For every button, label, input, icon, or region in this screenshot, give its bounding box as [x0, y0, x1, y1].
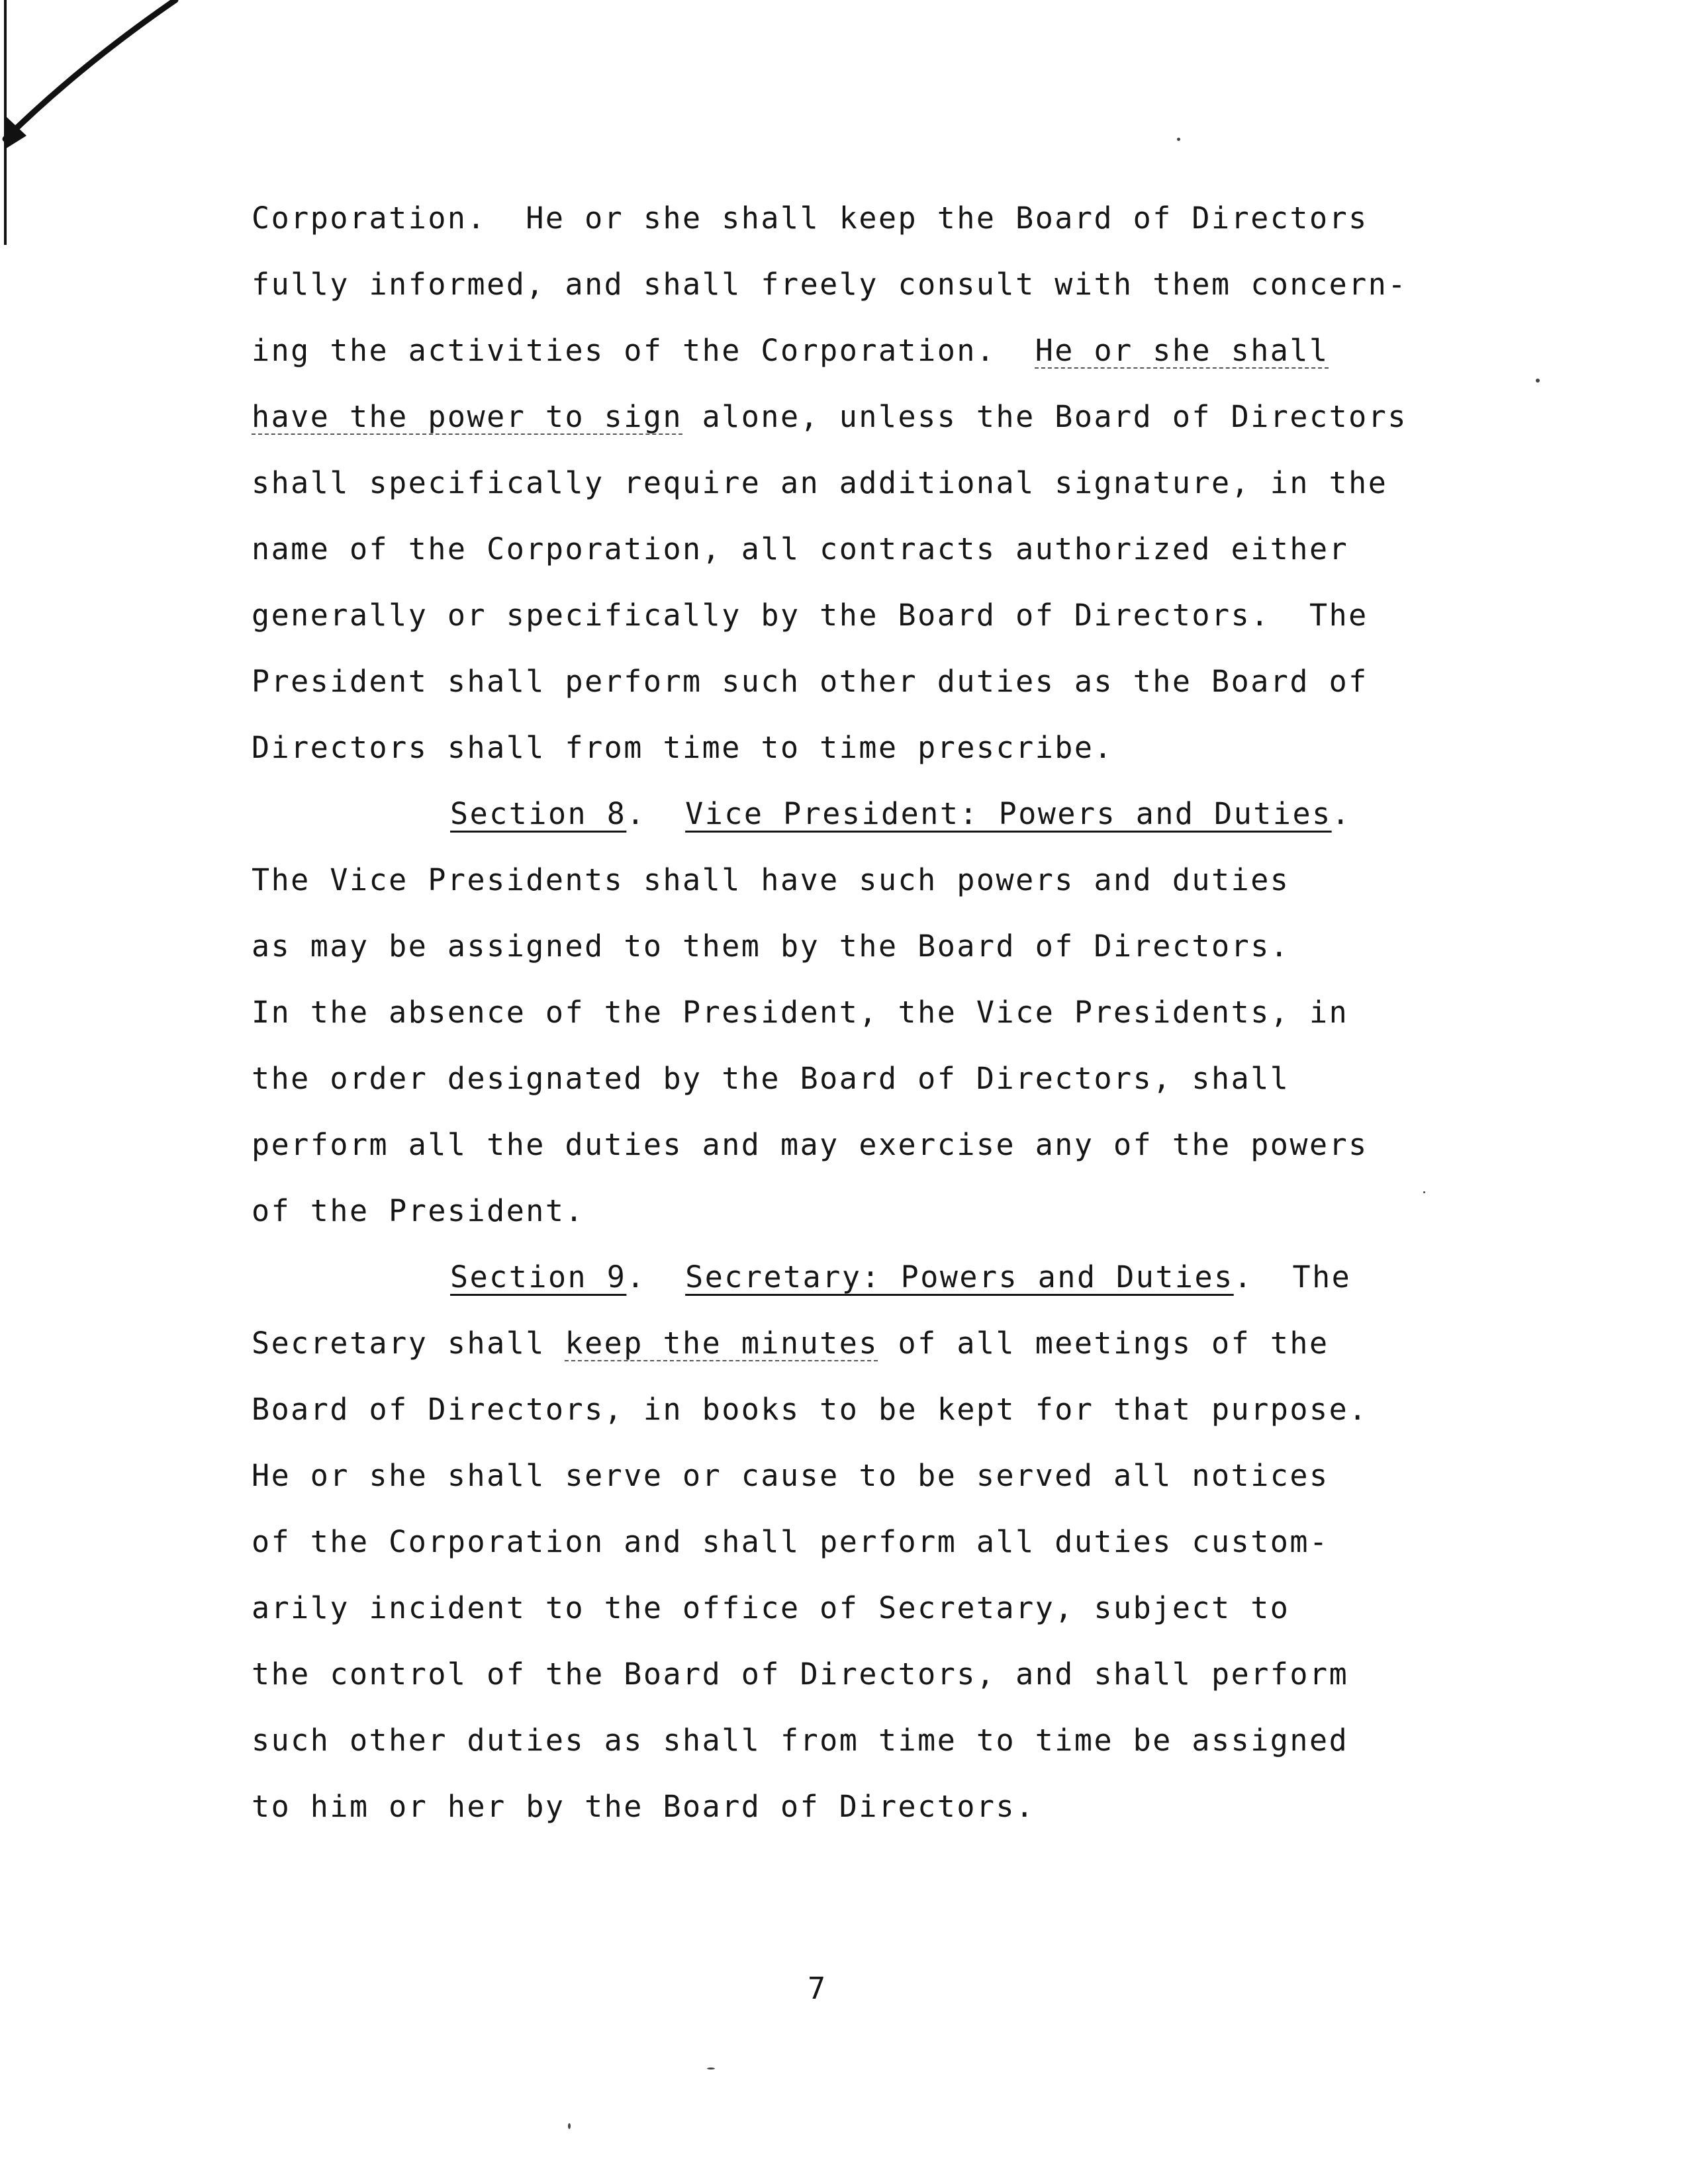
text-line: The Vice Presidents shall have such powers and duties: [252, 862, 1290, 897]
text-line: fully informed, and shall freely consult with them concern-: [252, 267, 1407, 302]
text-line: of the President.: [252, 1193, 585, 1228]
text-line: generally or specifically by the Board of Directors. The: [252, 598, 1368, 633]
section-number: Section 9: [450, 1259, 627, 1295]
text-line: Corporation. He or she shall keep the Board of Directors: [252, 201, 1368, 236]
handwritten-underline: keep the minutes: [565, 1326, 878, 1361]
text-line: shall specifically require an additional signature, in the: [252, 465, 1388, 500]
text-line: He or she shall serve or cause to be served all notices: [252, 1458, 1329, 1493]
text-line: to him or her by the Board of Directors.: [252, 1789, 1035, 1824]
text-line: arily incident to the office of Secretary, subject to: [252, 1590, 1290, 1625]
pen-check-mark: [0, 0, 199, 251]
text-line: Board of Directors, in books to be kept for that purpose.: [252, 1392, 1368, 1427]
text-line: President shall perform such other duties as the Board of: [252, 664, 1368, 699]
text-line: have the power to sign alone, unless the Board of Directors: [252, 399, 1407, 434]
text-line: Secretary shall keep the minutes of all meetings of the: [252, 1326, 1329, 1361]
handwritten-underline: have the power to sign: [252, 399, 683, 434]
section-heading: Section 9. Secretary: Powers and Duties. The: [450, 1259, 1352, 1295]
section-title: Secretary: Powers and Duties: [685, 1259, 1234, 1295]
scan-speck: [707, 2068, 715, 2070]
scan-speck: [1536, 379, 1540, 383]
scan-speck: [1423, 1191, 1425, 1193]
section-heading: Section 8. Vice President: Powers and Duties.: [450, 796, 1352, 831]
text-line: such other duties as shall from time to time be assigned: [252, 1723, 1349, 1758]
handwritten-underline: He or she shall: [1035, 333, 1329, 368]
text-line: the control of the Board of Directors, and shall perform: [252, 1657, 1349, 1692]
text-line: the order designated by the Board of Directors, shall: [252, 1061, 1290, 1096]
section-title: Vice President: Powers and Duties: [685, 796, 1332, 831]
text-line: ing the activities of the Corporation. He or she shall: [252, 333, 1329, 368]
text-line: In the absence of the President, the Vice Presidents, in: [252, 995, 1349, 1030]
text-line: name of the Corporation, all contracts authorized either: [252, 531, 1349, 567]
scan-speck: [568, 2123, 571, 2129]
text-line: perform all the duties and may exercise any of the powers: [252, 1127, 1368, 1162]
page-number: 7: [808, 1971, 826, 2006]
scan-speck: [1177, 138, 1180, 141]
section-number: Section 8: [450, 796, 627, 831]
text-line: as may be assigned to them by the Board of Directors.: [252, 929, 1290, 964]
text-line: of the Corporation and shall perform all duties custom-: [252, 1524, 1329, 1559]
text-line: Directors shall from time to time prescribe.: [252, 730, 1114, 765]
